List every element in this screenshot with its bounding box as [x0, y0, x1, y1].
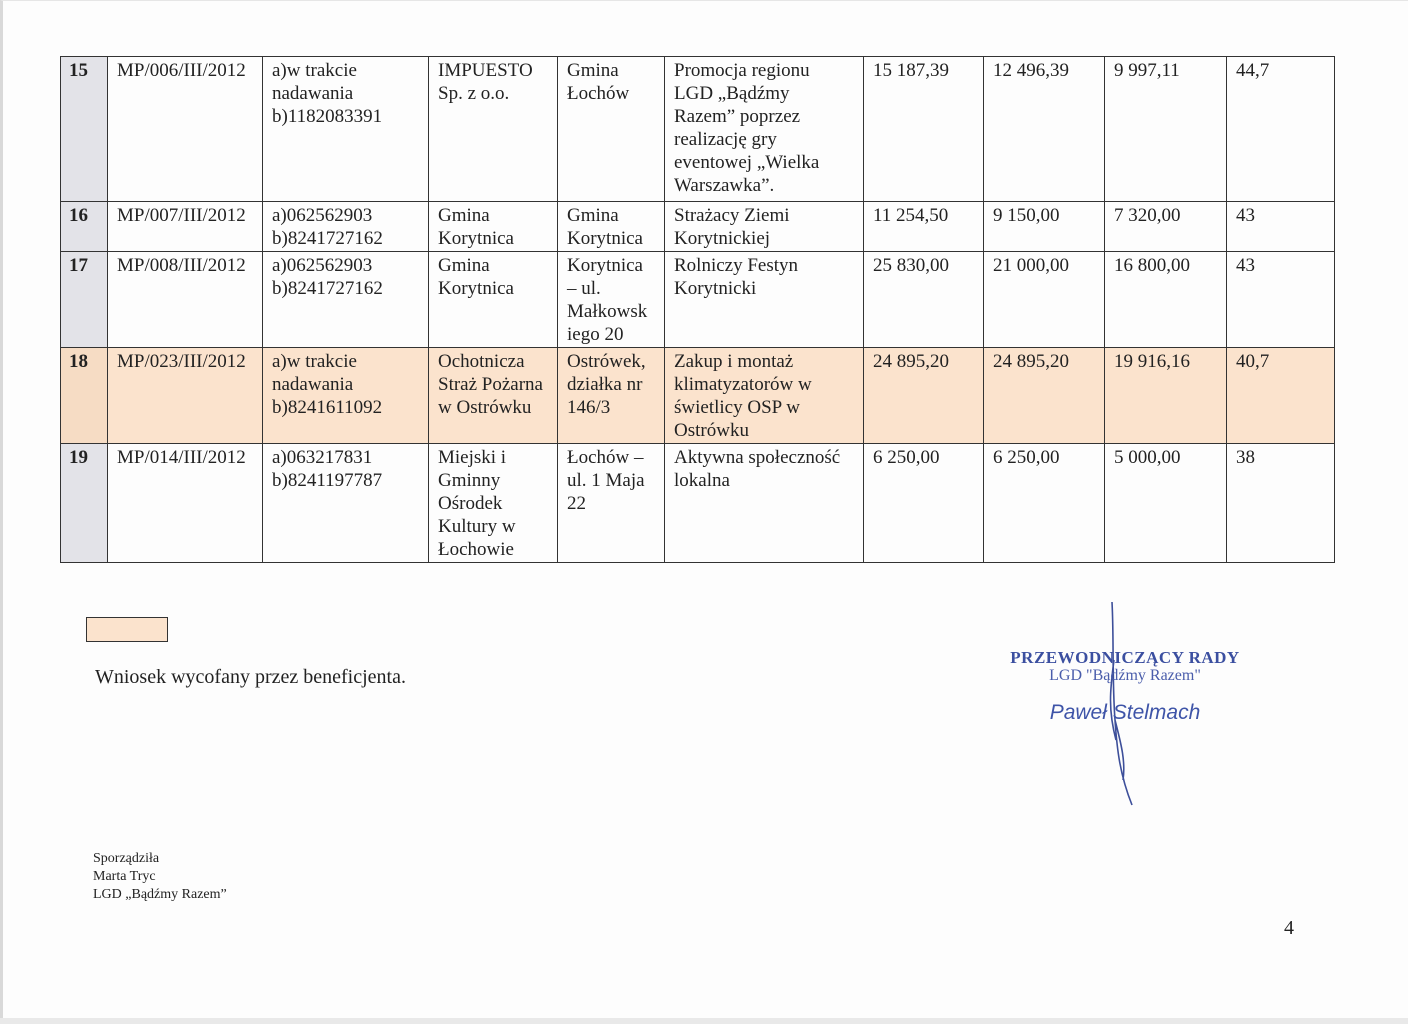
projects-table — [60, 56, 1335, 563]
location-cell — [558, 348, 665, 444]
stamp-organization: LGD "Bądźmy Razem" — [1049, 667, 1201, 684]
location-cell — [558, 202, 665, 252]
project-title-cell — [665, 252, 864, 348]
total-cost-cell: 11 254,50 — [864, 202, 984, 252]
cell-line: Straż Pożarna — [438, 374, 543, 395]
row-number-cell: 19 — [61, 444, 108, 563]
scan-bottom-strip — [0, 1018, 1408, 1024]
cell-line: świetlicy OSP w — [674, 397, 800, 418]
cell-line: b)8241197787 — [272, 470, 383, 491]
table-row — [61, 348, 1335, 444]
cell-line: nadawania — [272, 374, 354, 395]
eligible-cost-cell: 21 000,00 — [984, 252, 1105, 348]
applicant-cell — [429, 57, 558, 202]
identifiers-cell — [263, 444, 429, 563]
location-cell — [558, 444, 665, 563]
row-number-cell: 16 — [61, 202, 108, 252]
cell-line: Zakup i montaż — [674, 351, 794, 372]
cell-line: Warszawka”. — [674, 175, 775, 196]
cell-line: Kultury w — [438, 516, 516, 537]
cell-line: Korytnickiej — [674, 228, 771, 249]
grant-amount-cell: 5 000,00 — [1105, 444, 1227, 563]
cell-line: 22 — [567, 493, 586, 514]
cell-line: Gmina — [438, 255, 490, 276]
cell-line: Rolniczy Festyn — [674, 255, 799, 276]
score-cell: 44,7 — [1227, 57, 1335, 202]
score-cell: 40,7 — [1227, 348, 1335, 444]
identifiers-cell — [263, 348, 429, 444]
table-row — [61, 202, 1335, 252]
grant-amount-cell: 9 997,11 — [1105, 57, 1227, 202]
table-body — [61, 57, 1335, 563]
row-number-cell: 17 — [61, 252, 108, 348]
page-number: 4 — [1284, 917, 1294, 939]
cell-line: Łochowie — [438, 539, 514, 560]
cell-line: b)8241727162 — [272, 278, 383, 299]
cell-line: Łochów – — [567, 447, 644, 468]
project-title-cell — [665, 57, 864, 202]
table-row — [61, 444, 1335, 563]
eligible-cost-cell: 24 895,20 — [984, 348, 1105, 444]
cell-line: w Ostrówku — [438, 397, 532, 418]
application-number-cell: MP/008/III/2012 — [108, 252, 263, 348]
cell-line: Gmina — [567, 60, 619, 81]
location-cell — [558, 57, 665, 202]
cell-line: a)w trakcie — [272, 351, 357, 372]
cell-line: działka nr — [567, 374, 643, 395]
prepared-by-organization: LGD „Bądźmy Razem” — [93, 887, 227, 902]
prepared-by-label: Sporządziła — [93, 851, 160, 866]
cell-line: Korytnica — [438, 278, 514, 299]
cell-line: lokalna — [674, 470, 730, 491]
cell-line: Ostrówek, — [567, 351, 646, 372]
cell-line: Łochów — [567, 83, 630, 104]
stamp-name: Paweł Stelmach — [1049, 701, 1201, 724]
applicant-cell — [429, 252, 558, 348]
identifiers-cell — [263, 57, 429, 202]
cell-line: nadawania — [272, 83, 354, 104]
cell-line: Ochotnicza — [438, 351, 525, 372]
cell-line: Ostrówku — [674, 420, 749, 441]
application-number-cell: MP/014/III/2012 — [108, 444, 263, 563]
cell-line: IMPUESTO — [438, 60, 533, 81]
row-number-cell: 18 — [61, 348, 108, 444]
cell-line: Gmina — [438, 205, 490, 226]
cell-line: Korytnica — [438, 228, 514, 249]
cell-line: Razem” poprzez — [674, 106, 801, 127]
cell-line: klimatyzatorów w — [674, 374, 812, 395]
table-row — [61, 252, 1335, 348]
application-number-cell: MP/006/III/2012 — [108, 57, 263, 202]
identifiers-cell — [263, 202, 429, 252]
cell-line: ul. 1 Maja — [567, 470, 645, 491]
prepared-by-block — [93, 850, 227, 904]
row-number-cell: 15 — [61, 57, 108, 202]
withdrawn-legend-swatch — [86, 617, 168, 642]
project-title-cell — [665, 444, 864, 563]
cell-line: Aktywna społeczność — [674, 447, 841, 468]
cell-line: realizację gry — [674, 129, 777, 150]
score-cell: 43 — [1227, 252, 1335, 348]
total-cost-cell: 6 250,00 — [864, 444, 984, 563]
cell-line: Sp. z o.o. — [438, 83, 510, 104]
cell-line: iego 20 — [567, 324, 624, 345]
cell-line: b)1182083391 — [272, 106, 383, 127]
prepared-by-name: Marta Tryc — [93, 869, 156, 884]
cell-line: a)062562903 — [272, 205, 373, 226]
score-cell: 43 — [1227, 202, 1335, 252]
eligible-cost-cell: 9 150,00 — [984, 202, 1105, 252]
applicant-cell — [429, 202, 558, 252]
cell-line: 146/3 — [567, 397, 611, 418]
cell-line: a)w trakcie — [272, 60, 357, 81]
application-number-cell: MP/007/III/2012 — [108, 202, 263, 252]
cell-line: Małkowsk — [567, 301, 648, 322]
cell-line: Miejski i — [438, 447, 507, 468]
grant-amount-cell: 16 800,00 — [1105, 252, 1227, 348]
project-title-cell — [665, 348, 864, 444]
eligible-cost-cell: 12 496,39 — [984, 57, 1105, 202]
cell-line: eventowej „Wielka — [674, 152, 820, 173]
council-chair-stamp — [990, 648, 1260, 725]
score-cell: 38 — [1227, 444, 1335, 563]
cell-line: Ośrodek — [438, 493, 503, 514]
cell-line: Gminny — [438, 470, 501, 491]
cell-line: – ul. — [567, 278, 601, 299]
applicant-cell — [429, 444, 558, 563]
cell-line: Gmina — [567, 205, 619, 226]
grant-amount-cell: 19 916,16 — [1105, 348, 1227, 444]
eligible-cost-cell: 6 250,00 — [984, 444, 1105, 563]
cell-line: Korytnicki — [674, 278, 757, 299]
application-number-cell: MP/023/III/2012 — [108, 348, 263, 444]
cell-line: Korytnica — [567, 255, 643, 276]
cell-line: Korytnica — [567, 228, 643, 249]
cell-line: LGD „Bądźmy — [674, 83, 790, 104]
stamp-title: PRZEWODNICZĄCY RADY — [1010, 648, 1240, 667]
applicant-cell — [429, 348, 558, 444]
project-title-cell — [665, 202, 864, 252]
cell-line: a)063217831 — [272, 447, 373, 468]
grant-amount-cell: 7 320,00 — [1105, 202, 1227, 252]
cell-line: Strażacy Ziemi — [674, 205, 790, 226]
cell-line: b)8241611092 — [272, 397, 383, 418]
cell-line: Promocja regionu — [674, 60, 810, 81]
identifiers-cell — [263, 252, 429, 348]
total-cost-cell: 25 830,00 — [864, 252, 984, 348]
total-cost-cell: 24 895,20 — [864, 348, 984, 444]
cell-line: b)8241727162 — [272, 228, 383, 249]
withdrawn-legend-text: Wniosek wycofany przez beneficjenta. — [95, 666, 406, 688]
total-cost-cell: 15 187,39 — [864, 57, 984, 202]
cell-line: a)062562903 — [272, 255, 373, 276]
location-cell — [558, 252, 665, 348]
table-row — [61, 57, 1335, 202]
